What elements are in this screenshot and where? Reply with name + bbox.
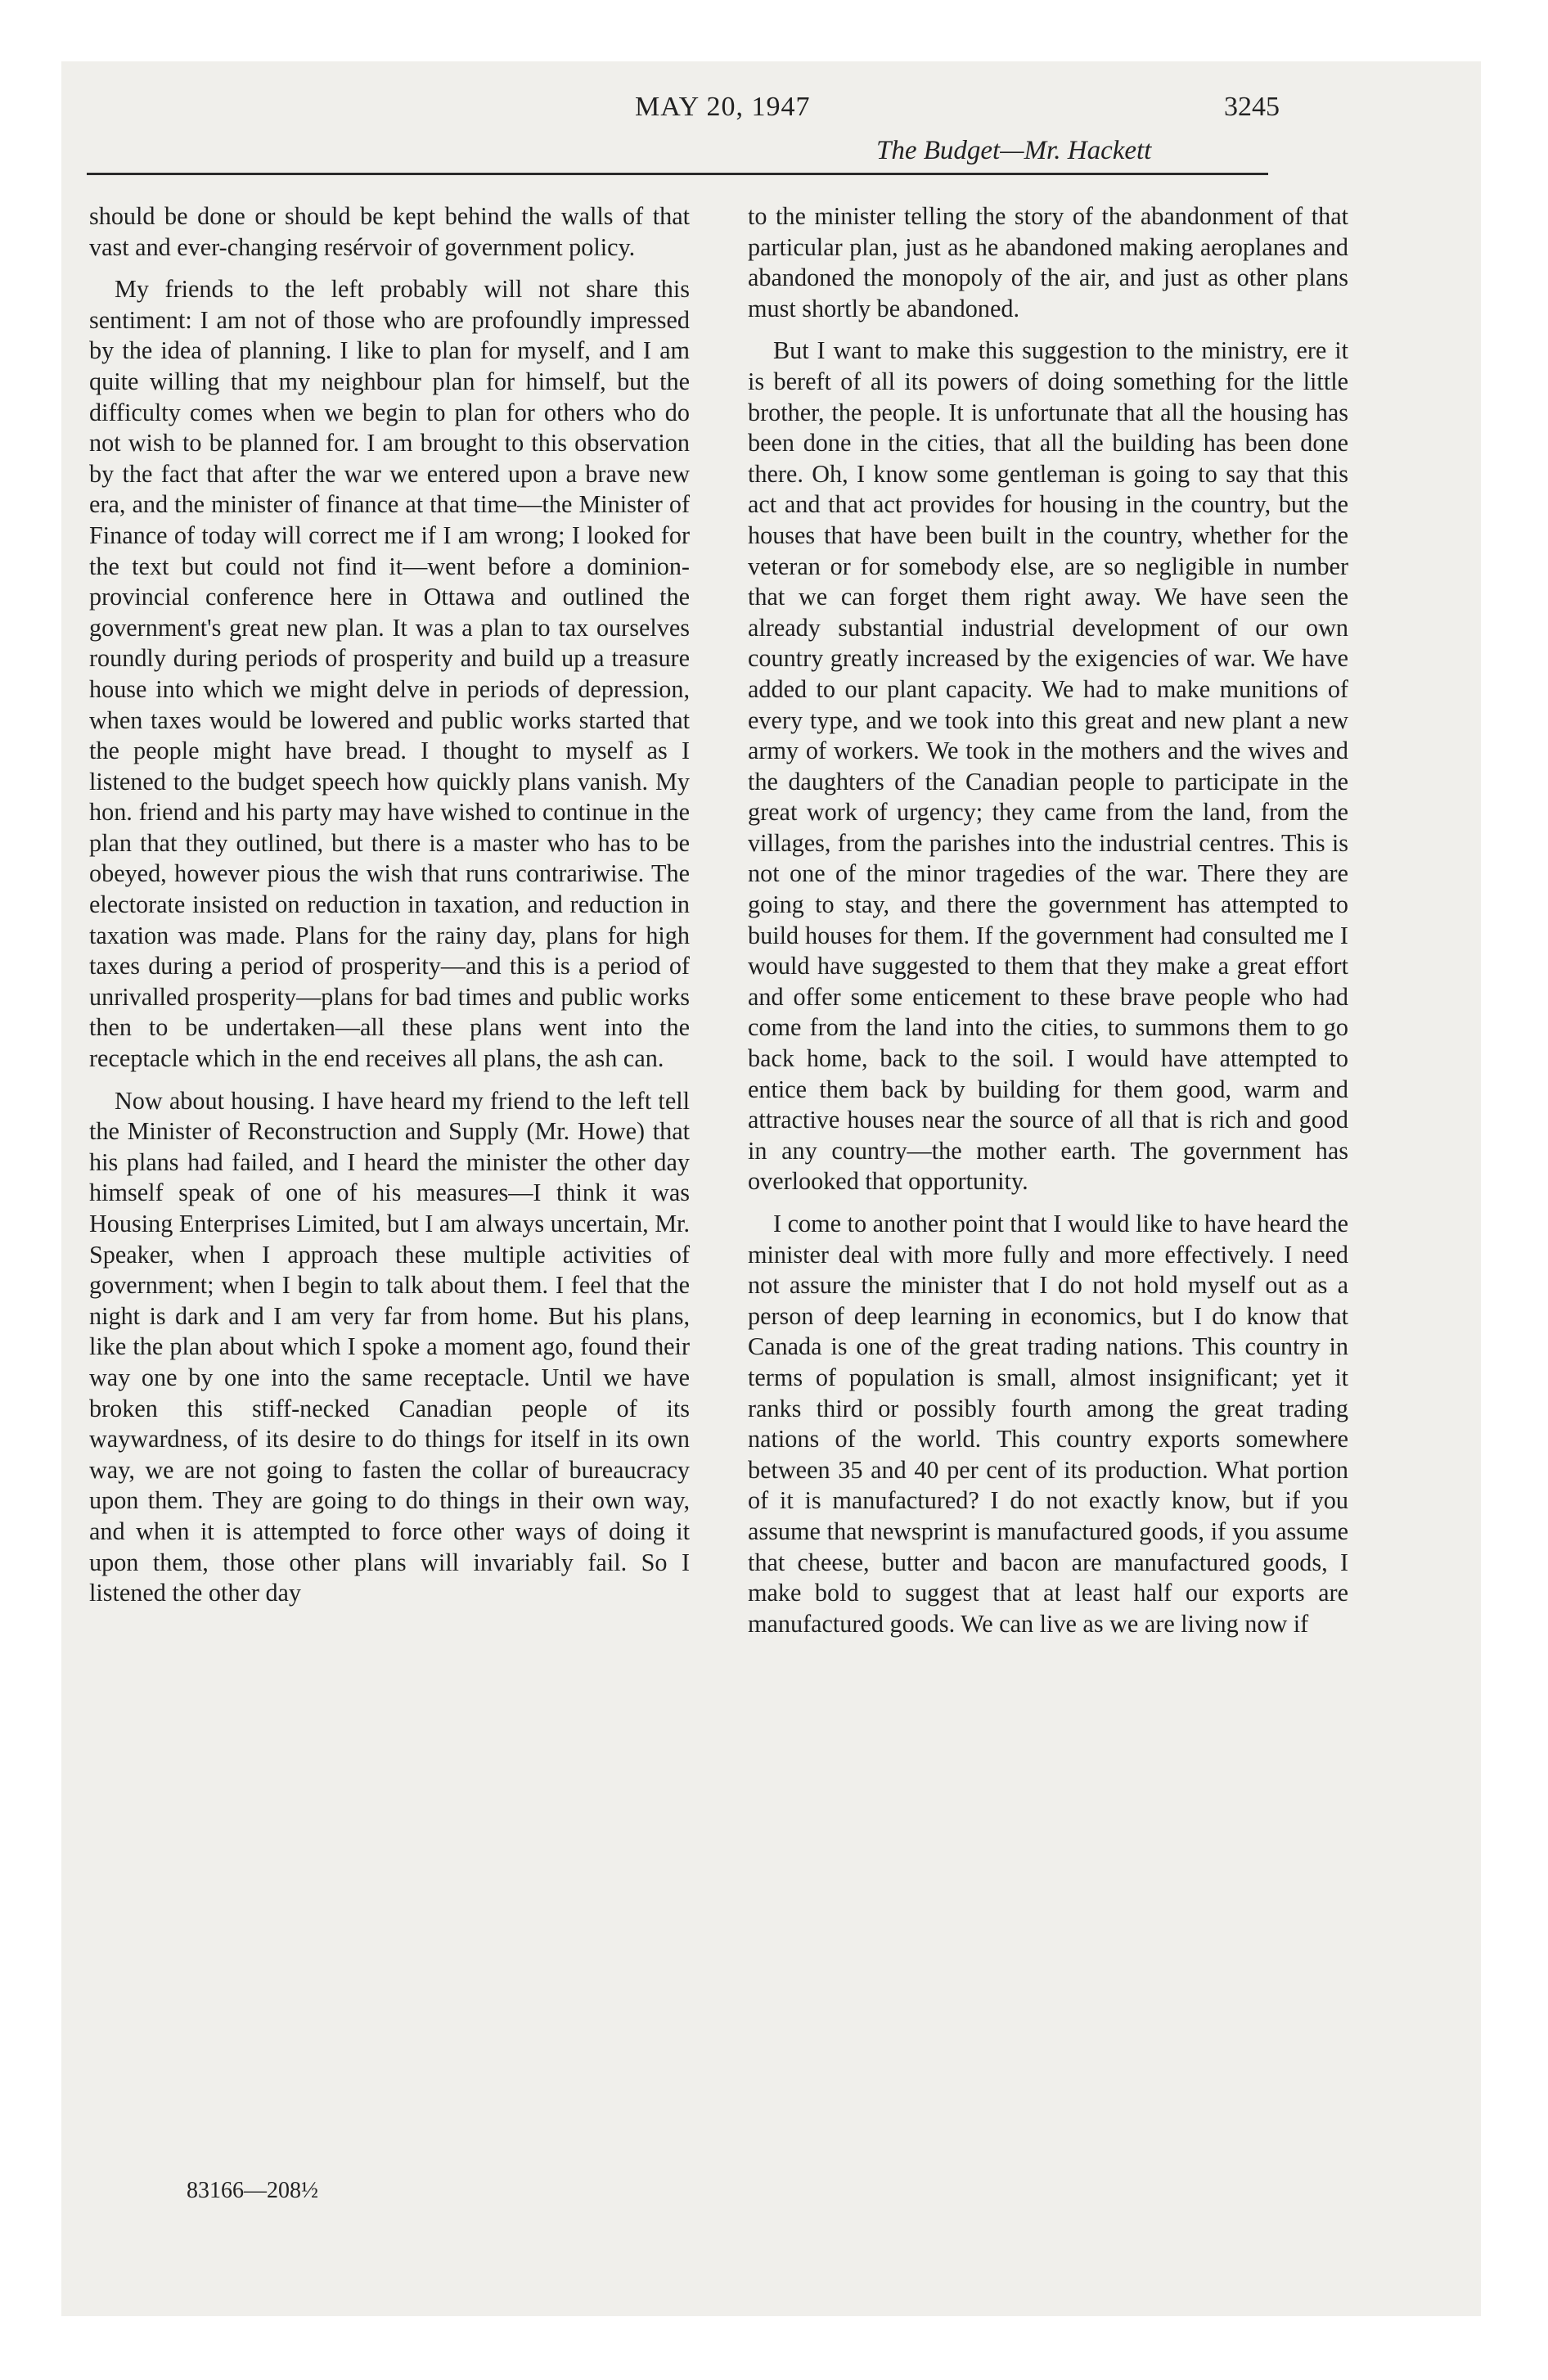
left-paragraph-2: My friends to the left probably will not share this sentiment: I am not of those who are profoundly impressed by the idea of planning. I like to plan for myself, and I am quite willing that my neighbour plan for himself, but the difficulty comes when we begin to plan for others who do not wish to be planned for. I am brought to this observation by the fact that after the war we entered upon a brave new era, and the minister of finance at that time—the Minister of Finance of today will correct me if I am wrong; I looked for the text but could not find it—went before a dominion-provincial conference here in Ottawa and outlined the government's great new plan. It was a plan to tax ourselves roundly during periods of prosperity and build up a treasure house into which we might delve in periods of depression, when taxes would be lowered and public works started that the people might have bread. I thought to myself as I listened to the budget speech how quickly plans vanish. My hon. friend and his party may have wished to continue in the plan that they outlined, but there is a master who has to be obeyed, however pious the wish that runs contrariwise. The electorate insisted on reduction in taxation, and reduction in taxation was made. Plans for the rainy day, plans for high taxes during a period of prosperity—and this is a period of unrivalled prosperity—plans for bad times and public works then to be undertaken—all these plans went into the receptacle which in the end receives all plans, the ash can. [89, 275, 690, 1073]
left-paragraph-3: Now about housing. I have heard my friend to the left tell the Minister of Reconstruction and Supply (Mr. Howe) that his plans had failed, and I heard the minister the other day himself speak of one of his measures—I think it was Housing Enterprises Limited, but I am always uncertain, Mr. Speaker, when I approach these multiple activities of government; when I begin to talk about them. I feel that the night is dark and I am very far from home. But his plans, like the plan about which I spoke a moment ago, found their way one by one into the same receptacle. Until we have broken this stiff-necked Canadian people of its waywardness, of its desire to do things for itself in its own way, we are not going to fasten the collar of bureaucracy upon them. They are going to do things in their own way, and when it is attempted to force other ways of doing it upon them, those other plans will invariably fail. So I listened the other day [89, 1086, 690, 1607]
footer-code: 83166—208½ [187, 2178, 318, 2203]
right-paragraph-1: to the minister telling the story of the abandonment of that particular plan, just as he abandoned making aeroplanes and abandoned the monopoly of the air, and just as other plans must shortly be abandoned. [748, 202, 1348, 322]
header-page-number: 3245 [1224, 92, 1280, 122]
header-rule [87, 173, 1268, 175]
right-column [748, 201, 1348, 1651]
left-column [89, 201, 690, 1620]
right-paragraph-3: I come to another point that I would like to have heard the minister deal with more fully and more effectively. I need not assure the minister that I do not hold myself out as a person of deep learning in economics, but I do know that Canada is one of the great trading nations. This country in terms of population is small, almost insignificant; yet it ranks third or possibly fourth among the great trading nations of the world. This country exports somewhere between 35 and 40 per cent of its production. What portion of it is manufactured? I do not exactly know, but if you assume that newsprint is manufactured goods, if you assume that cheese, butter and bacon are manufactured goods, I make bold to suggest that at least half our exports are manufactured goods. We can live as we are living now if [748, 1210, 1348, 1638]
left-paragraph-1: should be done or should be kept behind the walls of that vast and ever-changing resérvoir of government policy. [89, 202, 690, 261]
right-paragraph-2: But I want to make this suggestion to the ministry, ere it is bereft of all its powers of doing something for the little brother, the people. It is unfortunate that all the housing has been done in the cities, that all the building has been done there. Oh, I know some gentleman is going to say that this act and that act provides for housing in the country, but the houses that have been built in the country, whether for the veteran or for somebody else, are so negligible in number that we can forget them right away. We have seen the already substantial industrial development of our own country greatly increased by the exigencies of war. We have added to our plant capacity. We had to make munitions of every type, and we took into this great and new plant a new army of workers. We took in the mothers and the wives and the daughters of the Canadian people to participate in the great work of urgency; they came from the land, from the villages, from the parishes into the industrial centres. This is not one of the minor tragedies of the war. There they are going to stay, and there the government has attempted to build houses for them. If the government had consulted me I would have suggested to them that they make a great effort and offer some enticement to these brave people who had come from the land into the cities, to summons them to go back home, back to the soil. I would have attempted to entice them back by building for them good, warm and attractive houses near the source of all that is rich and good in any country—the mother earth. The government has overlooked that opportunity. [748, 336, 1348, 1196]
header-subtitle: The Budget—Mr. Hackett [876, 136, 1152, 165]
header-date: MAY 20, 1947 [635, 92, 811, 122]
